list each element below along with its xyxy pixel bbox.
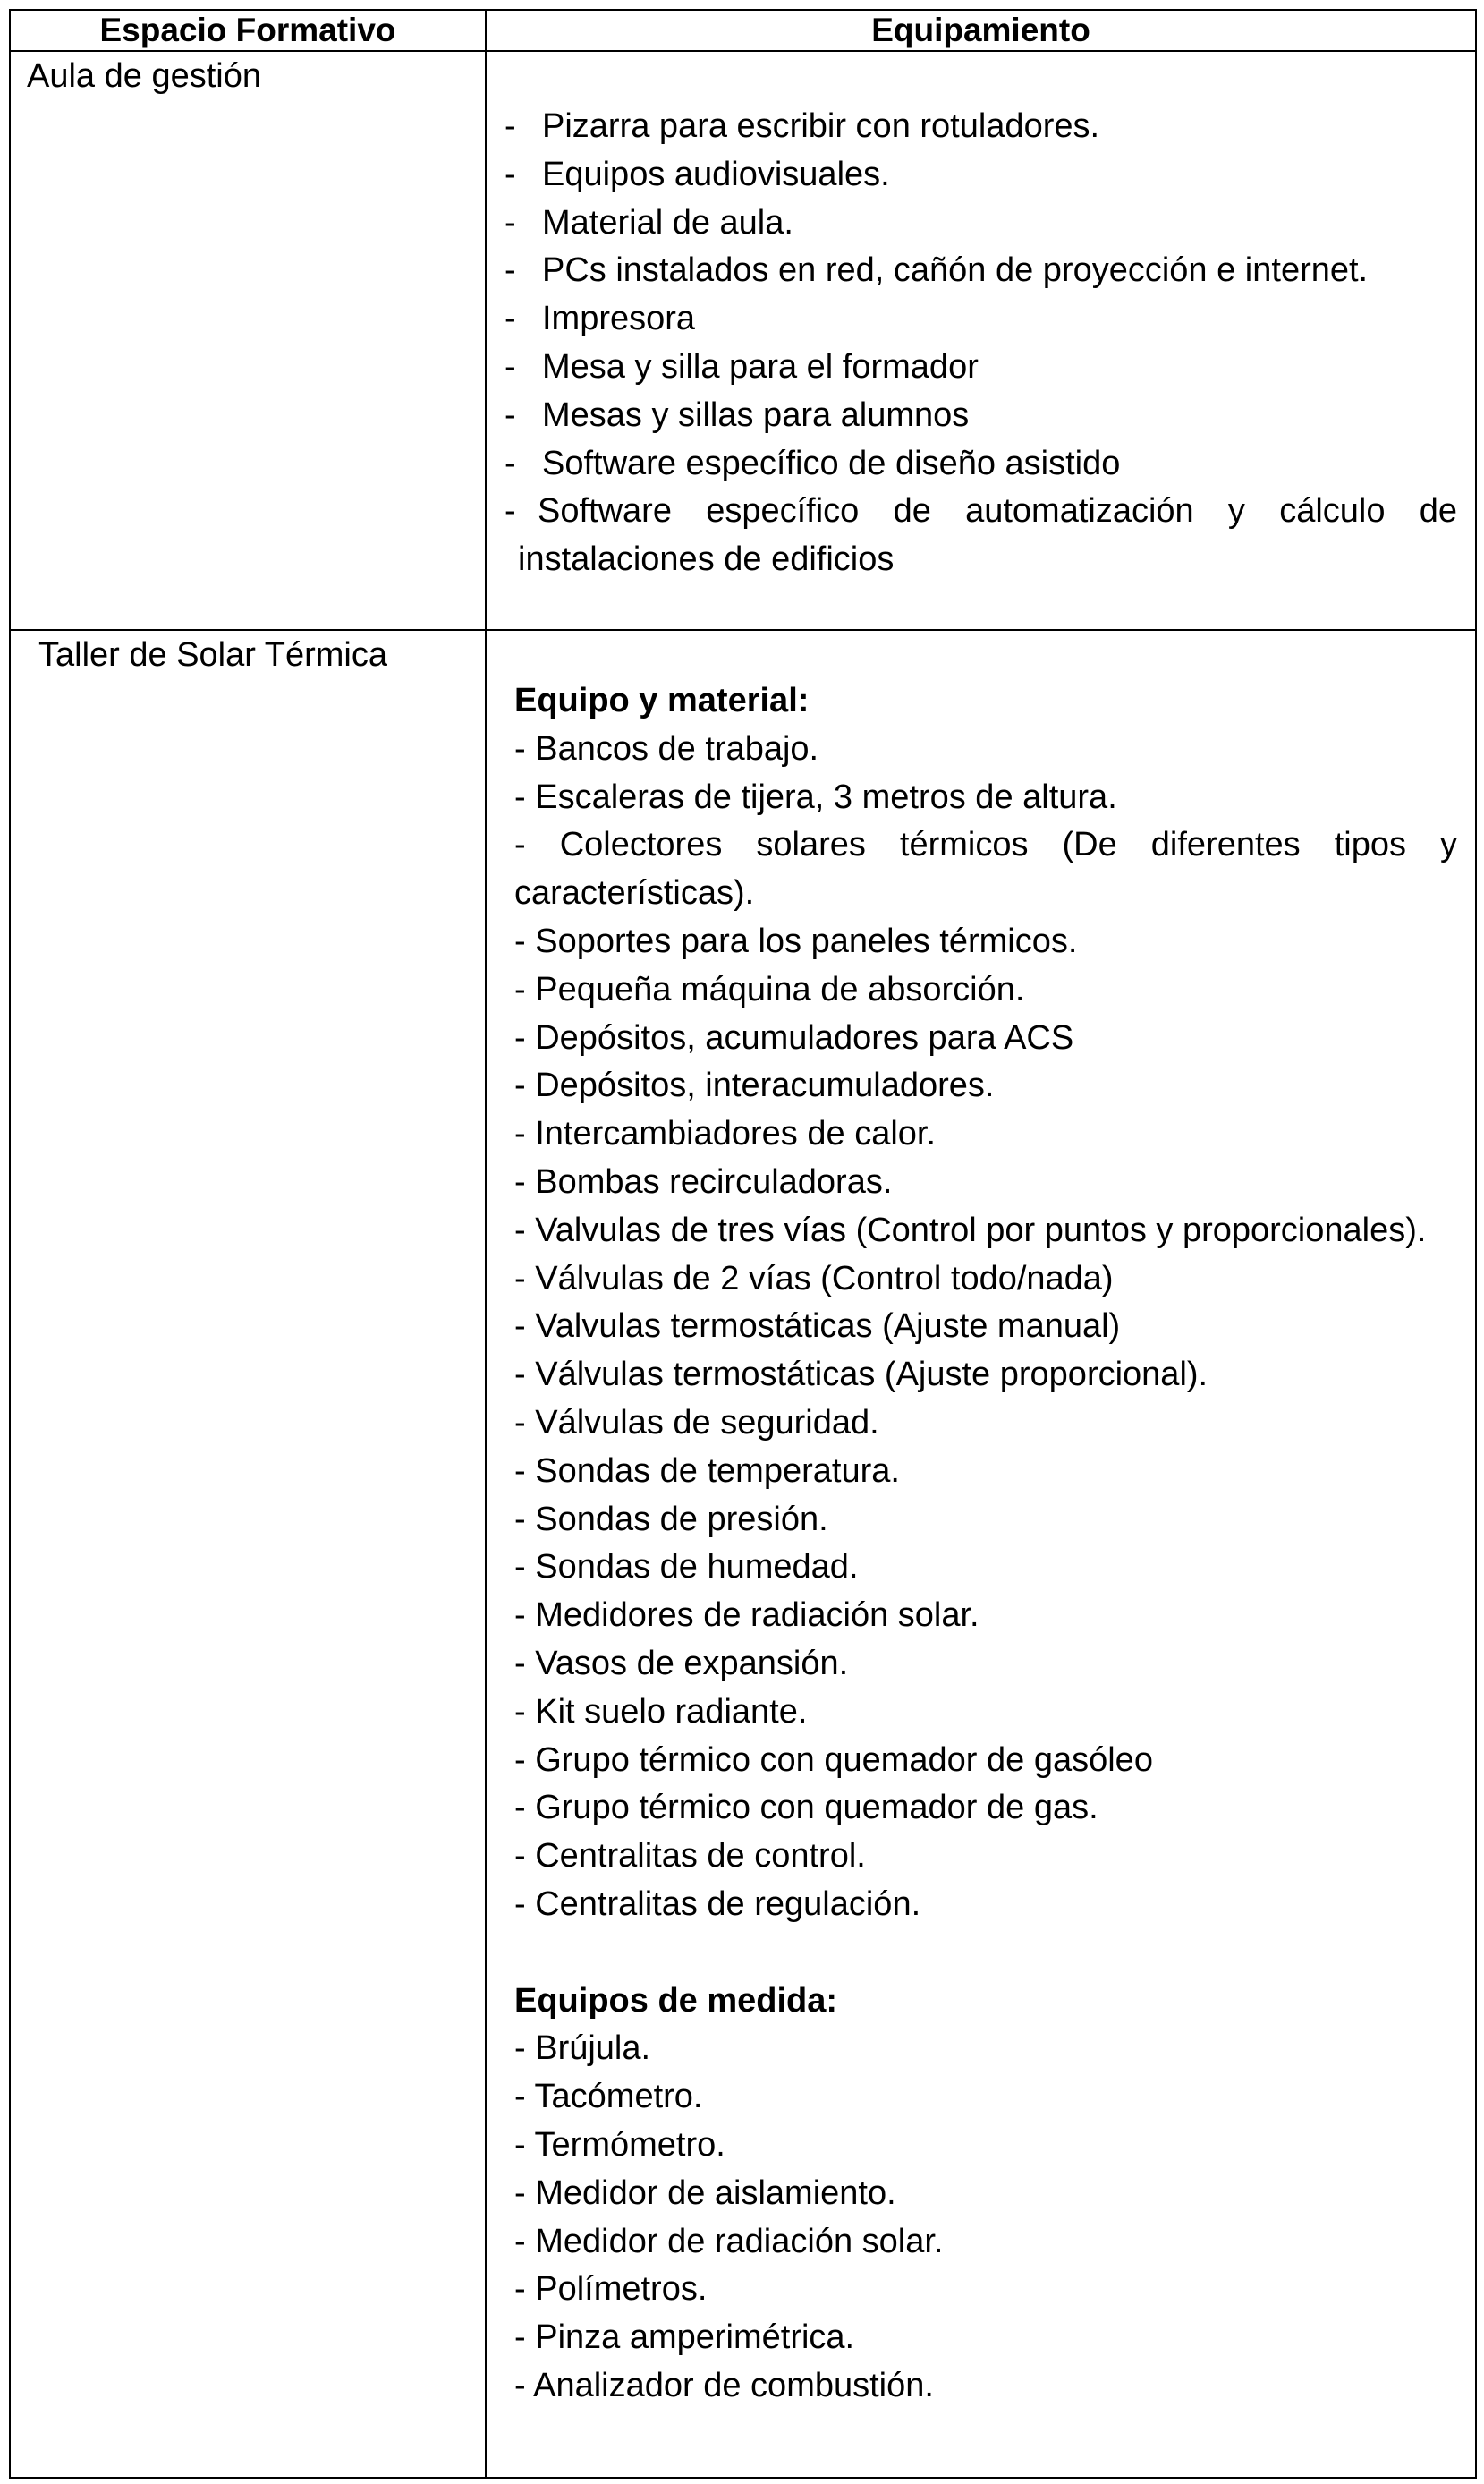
space-cell (10, 51, 486, 630)
equipment-table (9, 9, 1477, 2479)
table-header-row (10, 10, 1476, 51)
list-item: - Escaleras de tijera, 3 metros de altura. (514, 778, 1117, 816)
item-text: Brújula. (535, 2029, 651, 2068)
section-title: Equipos de medida: (514, 1981, 838, 2020)
list-item: - Tacómetro. (514, 2078, 703, 2116)
list-item: - Software específico de automatización y cálculo de instalaciones de edificios (505, 492, 1457, 579)
list-item: - Centralitas de regulación. (514, 1884, 921, 1923)
item-text: Bombas recirculadoras. (535, 1162, 893, 1201)
list-item: - Bombas recirculadoras. (514, 1162, 893, 1201)
list-item: - Analizador de combustión. (514, 2366, 934, 2404)
item-text: Material de aula. (542, 203, 793, 242)
item-text: Mesas y sillas para alumnos (542, 396, 970, 434)
list-item: - Equipos audiovisuales. (505, 155, 890, 193)
item-text: Medidores de radiación solar. (535, 1596, 979, 1635)
equipment-list (514, 726, 1457, 1929)
item-text: Analizador de combustión. (533, 2366, 934, 2404)
list-item: - Centralitas de control. (514, 1837, 866, 1876)
item-text: Soportes para los paneles térmicos. (535, 922, 1078, 960)
list-item: - Soportes para los paneles térmicos. (514, 922, 1078, 960)
item-text: Impresora (542, 300, 696, 338)
item-text: Colectores solares térmicos (De diferentes tipos y características). (514, 826, 1457, 913)
list-item: - Grupo térmico con quemador de gasóleo (514, 1740, 1153, 1779)
list-item: - Válvulas de seguridad. (514, 1403, 879, 1442)
item-text: Sondas de temperatura. (535, 1451, 900, 1490)
item-text: Bancos de trabajo. (535, 729, 819, 768)
table-row (10, 630, 1476, 2478)
item-text: Pinza amperimétrica. (535, 2318, 855, 2357)
space-name: Aula de gestión (27, 57, 261, 95)
list-item: - Válvulas de 2 vías (Control todo/nada) (514, 1259, 1114, 1297)
table-row (10, 51, 1476, 630)
item-text: Pequeña máquina de absorción. (535, 970, 1025, 1008)
list-item: - Válvulas termostáticas (Ajuste proporcional). (514, 1356, 1208, 1394)
item-text: Escaleras de tijera, 3 metros de altura. (535, 778, 1117, 816)
list-item: - Impresora (505, 300, 696, 338)
equipment-block (487, 631, 1475, 2411)
item-text: Válvulas de 2 vías (Control todo/nada) (535, 1259, 1114, 1297)
list-item: - Pequeña máquina de absorción. (514, 970, 1025, 1008)
item-text: Válvulas de seguridad. (535, 1403, 879, 1442)
list-item: - Kit suelo radiante. (514, 1692, 808, 1731)
space-name: Taller de Solar Térmica (38, 636, 388, 674)
list-item: - Medidores de radiación solar. (514, 1596, 979, 1635)
item-text: Valvulas termostáticas (Ajuste manual) (535, 1307, 1121, 1346)
list-item: - PCs instalados en red, cañón de proyección e internet. (505, 251, 1369, 290)
header-espacio-formativo: Espacio Formativo (10, 10, 486, 51)
equipment-list (487, 52, 1475, 620)
item-text: Polímetros. (535, 2270, 708, 2309)
list-item: - Pinza amperimétrica. (514, 2318, 855, 2357)
equipment-cell (486, 51, 1476, 630)
item-text: Termómetro. (534, 2125, 725, 2164)
item-text: Pizarra para escribir con rotuladores. (542, 107, 1100, 145)
item-text: Medidor de aislamiento. (535, 2174, 896, 2212)
list-item: - Sondas de presión. (514, 1500, 828, 1538)
item-text: Valvulas de tres vías (Control por puntos y proporcionales). (535, 1211, 1427, 1249)
item-text: Depósitos, interacumuladores. (535, 1067, 995, 1105)
list-item: - Polímetros. (514, 2270, 708, 2309)
item-text: Kit suelo radiante. (535, 1692, 808, 1731)
list-item: - Sondas de temperatura. (514, 1451, 900, 1490)
list-item: - Colectores solares térmicos (De diferentes tipos y características). (514, 826, 1457, 913)
list-item: - Valvulas de tres vías (Control por puntos y proporcionales). (514, 1211, 1427, 1249)
list-item: - Depósitos, interacumuladores. (514, 1067, 995, 1105)
list-item: - Vasos de expansión. (514, 1644, 849, 1682)
list-item: - Software específico de diseño asistido (505, 444, 1121, 482)
space-cell (10, 630, 486, 2478)
item-text: Grupo térmico con quemador de gas. (535, 1789, 1098, 1827)
item-text: Medidor de radiación solar. (535, 2222, 944, 2260)
list-item: - Intercambiadores de calor. (514, 1115, 937, 1153)
list-item: - Sondas de humedad. (514, 1548, 859, 1587)
item-text: Sondas de presión. (535, 1500, 828, 1538)
item-text: Grupo térmico con quemador de gasóleo (535, 1740, 1153, 1779)
list-item: - Grupo térmico con quemador de gas. (514, 1789, 1098, 1827)
list-item: - Material de aula. (505, 203, 793, 242)
equipment-cell (486, 630, 1476, 2478)
item-text: Intercambiadores de calor. (535, 1115, 937, 1153)
list-item: - Bancos de trabajo. (514, 729, 819, 768)
list-item: - Medidor de radiación solar. (514, 2222, 944, 2260)
list-item: - Valvulas termostáticas (Ajuste manual) (514, 1307, 1121, 1346)
list-item: - Mesa y silla para el formador (505, 347, 979, 386)
item-text: Software específico de automatización y cálculo de instalaciones de edificios (518, 492, 1457, 579)
section-title: Equipo y material: (514, 682, 810, 719)
item-text: Centralitas de control. (535, 1837, 866, 1876)
equipment-list (514, 2025, 1457, 2410)
item-text: Válvulas termostáticas (Ajuste proporcional). (535, 1356, 1208, 1394)
item-text: Tacómetro. (534, 2078, 703, 2116)
item-text: Vasos de expansión. (535, 1644, 849, 1682)
item-text: PCs instalados en red, cañón de proyección e internet. (542, 251, 1369, 290)
list-item: - Pizarra para escribir con rotuladores. (505, 107, 1100, 145)
list-item: - Medidor de aislamiento. (514, 2174, 896, 2212)
list-item: - Brújula. (514, 2029, 651, 2068)
header-equipamiento: Equipamiento (486, 10, 1476, 51)
item-text: Mesa y silla para el formador (542, 347, 979, 386)
item-text: Centralitas de regulación. (535, 1884, 921, 1923)
item-text: Software específico de diseño asistido (542, 444, 1121, 482)
item-text: Sondas de humedad. (535, 1548, 859, 1587)
list-item: - Mesas y sillas para alumnos (505, 396, 970, 434)
item-text: Equipos audiovisuales. (542, 155, 890, 193)
list-item: - Termómetro. (514, 2125, 725, 2164)
list-item: - Depósitos, acumuladores para ACS (514, 1018, 1074, 1057)
item-text: Depósitos, acumuladores para ACS (535, 1018, 1074, 1057)
